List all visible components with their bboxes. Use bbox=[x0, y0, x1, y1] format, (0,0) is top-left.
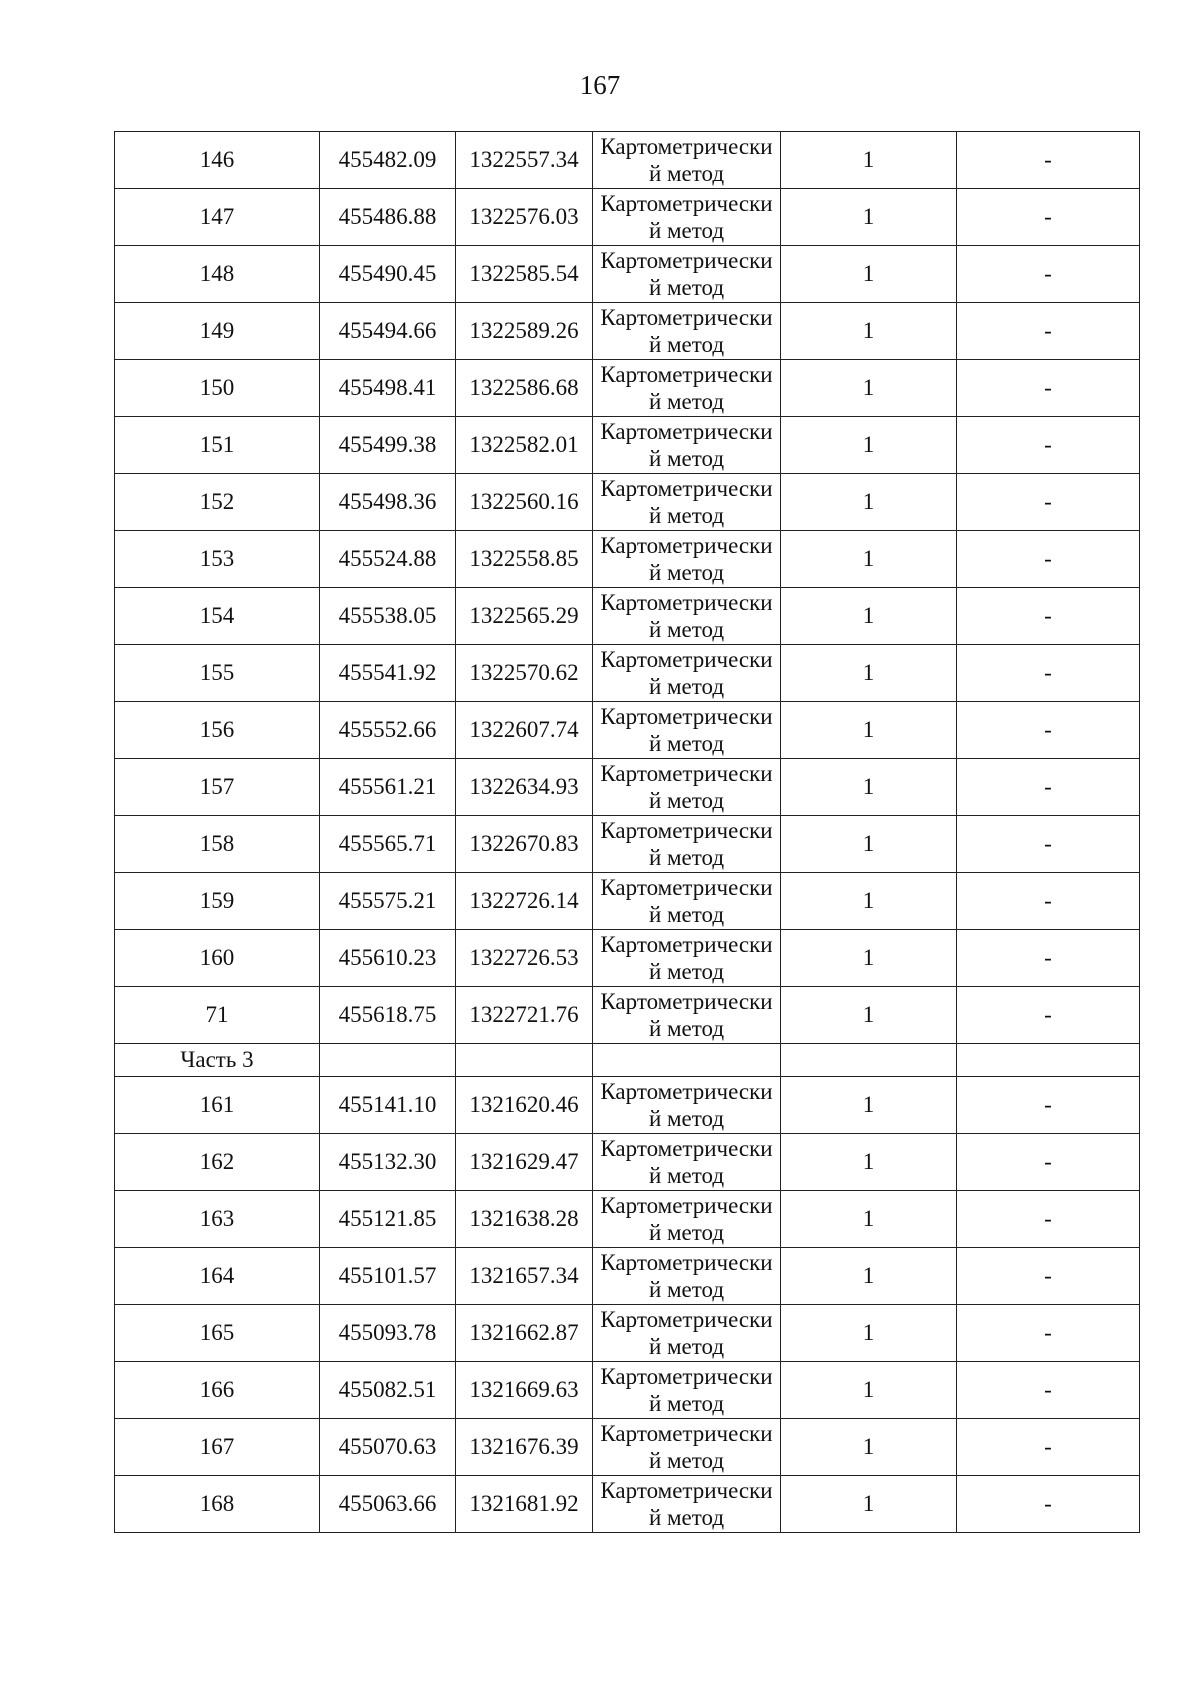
method-line-1: Картометрически bbox=[600, 761, 773, 786]
method-line-1: Картометрически bbox=[600, 818, 773, 843]
accuracy-cell: 1 bbox=[781, 1248, 957, 1305]
table-row bbox=[115, 873, 1140, 930]
method-line-1: Картометрически bbox=[600, 590, 773, 615]
point-number-cell: 158 bbox=[115, 816, 320, 873]
method-line-1: Картометрически bbox=[600, 419, 773, 444]
accuracy-cell: 1 bbox=[781, 303, 957, 360]
method-cell bbox=[593, 816, 781, 873]
x-coordinate-cell: 455541.92 bbox=[320, 645, 456, 702]
method-line-2: й метод bbox=[648, 560, 725, 585]
y-coordinate-cell: 1322557.34 bbox=[456, 132, 593, 189]
note-cell: - bbox=[957, 417, 1140, 474]
y-coordinate-cell: 1321681.92 bbox=[456, 1476, 593, 1533]
table-body-section bbox=[115, 1044, 1140, 1077]
x-coordinate-cell: 455561.21 bbox=[320, 759, 456, 816]
method-line-2: й метод bbox=[648, 1016, 725, 1041]
method-cell bbox=[593, 132, 781, 189]
method-line-1: Картометрически bbox=[600, 1193, 773, 1218]
accuracy-cell: 1 bbox=[781, 132, 957, 189]
y-coordinate-cell: 1321620.46 bbox=[456, 1077, 593, 1134]
table-row bbox=[115, 1191, 1140, 1248]
point-number-cell: 165 bbox=[115, 1305, 320, 1362]
accuracy-cell: 1 bbox=[781, 1134, 957, 1191]
x-coordinate-cell: 455575.21 bbox=[320, 873, 456, 930]
method-line-2: й метод bbox=[648, 275, 725, 300]
method-line-1: Картометрически bbox=[600, 191, 773, 216]
y-coordinate-cell: 1322576.03 bbox=[456, 189, 593, 246]
x-coordinate-cell: 455538.05 bbox=[320, 588, 456, 645]
method-line-1: Картометрически bbox=[600, 1421, 773, 1446]
method-cell bbox=[593, 873, 781, 930]
note-cell: - bbox=[957, 132, 1140, 189]
y-coordinate-cell: 1322721.76 bbox=[456, 987, 593, 1044]
note-cell: - bbox=[957, 873, 1140, 930]
note-cell: - bbox=[957, 303, 1140, 360]
method-line-1: Картометрически bbox=[600, 248, 773, 273]
x-coordinate-cell: 455132.30 bbox=[320, 1134, 456, 1191]
note-cell: - bbox=[957, 1362, 1140, 1419]
note-cell: - bbox=[957, 360, 1140, 417]
table-row bbox=[115, 417, 1140, 474]
x-coordinate-cell: 455486.88 bbox=[320, 189, 456, 246]
x-coordinate-cell: 455610.23 bbox=[320, 930, 456, 987]
method-line-2: й метод bbox=[648, 1106, 725, 1131]
method-line-1: Картометрически bbox=[600, 1250, 773, 1275]
method-line-1: Картометрически bbox=[600, 932, 773, 957]
table-row bbox=[115, 645, 1140, 702]
method-line-1: Картометрически bbox=[600, 875, 773, 900]
table-row bbox=[115, 987, 1140, 1044]
method-line-2: й метод bbox=[648, 731, 725, 756]
method-cell bbox=[593, 588, 781, 645]
method-line-1: Картометрически bbox=[600, 989, 773, 1014]
table-row bbox=[115, 1419, 1140, 1476]
method-cell bbox=[593, 531, 781, 588]
x-coordinate-cell: 455618.75 bbox=[320, 987, 456, 1044]
x-coordinate-cell: 455565.71 bbox=[320, 816, 456, 873]
table-row bbox=[115, 360, 1140, 417]
x-coordinate-cell: 455063.66 bbox=[320, 1476, 456, 1533]
method-line-1: Картометрически bbox=[600, 1478, 773, 1503]
empty-cell bbox=[957, 1044, 1140, 1077]
table-row bbox=[115, 1077, 1140, 1134]
accuracy-cell: 1 bbox=[781, 873, 957, 930]
y-coordinate-cell: 1322558.85 bbox=[456, 531, 593, 588]
method-cell bbox=[593, 1305, 781, 1362]
x-coordinate-cell: 455494.66 bbox=[320, 303, 456, 360]
method-line-2: й метод bbox=[648, 332, 725, 357]
note-cell: - bbox=[957, 531, 1140, 588]
note-cell: - bbox=[957, 1305, 1140, 1362]
table-row bbox=[115, 816, 1140, 873]
table-body-part-b bbox=[115, 1077, 1140, 1533]
point-number-cell: 149 bbox=[115, 303, 320, 360]
table-row bbox=[115, 303, 1140, 360]
point-number-cell: 155 bbox=[115, 645, 320, 702]
x-coordinate-cell: 455482.09 bbox=[320, 132, 456, 189]
y-coordinate-cell: 1322726.53 bbox=[456, 930, 593, 987]
y-coordinate-cell: 1321629.47 bbox=[456, 1134, 593, 1191]
y-coordinate-cell: 1322586.68 bbox=[456, 360, 593, 417]
point-number-cell: 148 bbox=[115, 246, 320, 303]
note-cell: - bbox=[957, 702, 1140, 759]
y-coordinate-cell: 1322582.01 bbox=[456, 417, 593, 474]
point-number-cell: 166 bbox=[115, 1362, 320, 1419]
accuracy-cell: 1 bbox=[781, 1419, 957, 1476]
method-line-2: й метод bbox=[648, 218, 725, 243]
table-row bbox=[115, 246, 1140, 303]
method-line-1: Картометрически bbox=[600, 1364, 773, 1389]
method-cell bbox=[593, 1077, 781, 1134]
point-number-cell: 152 bbox=[115, 474, 320, 531]
accuracy-cell: 1 bbox=[781, 987, 957, 1044]
accuracy-cell: 1 bbox=[781, 759, 957, 816]
method-cell bbox=[593, 1134, 781, 1191]
accuracy-cell: 1 bbox=[781, 360, 957, 417]
method-line-2: й метод bbox=[648, 788, 725, 813]
note-cell: - bbox=[957, 759, 1140, 816]
note-cell: - bbox=[957, 1077, 1140, 1134]
y-coordinate-cell: 1322565.29 bbox=[456, 588, 593, 645]
y-coordinate-cell: 1322670.83 bbox=[456, 816, 593, 873]
x-coordinate-cell: 455524.88 bbox=[320, 531, 456, 588]
method-cell bbox=[593, 417, 781, 474]
point-number-cell: 151 bbox=[115, 417, 320, 474]
method-line-2: й метод bbox=[648, 389, 725, 414]
point-number-cell: 157 bbox=[115, 759, 320, 816]
note-cell: - bbox=[957, 1134, 1140, 1191]
table-row bbox=[115, 1134, 1140, 1191]
method-line-1: Картометрически bbox=[600, 647, 773, 672]
accuracy-cell: 1 bbox=[781, 1191, 957, 1248]
point-number-cell: 159 bbox=[115, 873, 320, 930]
accuracy-cell: 1 bbox=[781, 816, 957, 873]
table-row bbox=[115, 474, 1140, 531]
y-coordinate-cell: 1322570.62 bbox=[456, 645, 593, 702]
accuracy-cell: 1 bbox=[781, 588, 957, 645]
x-coordinate-cell: 455490.45 bbox=[320, 246, 456, 303]
page-number: 167 bbox=[579, 70, 621, 100]
x-coordinate-cell: 455121.85 bbox=[320, 1191, 456, 1248]
point-number-cell: 153 bbox=[115, 531, 320, 588]
method-line-2: й метод bbox=[648, 1448, 725, 1473]
point-number-cell: 162 bbox=[115, 1134, 320, 1191]
accuracy-cell: 1 bbox=[781, 417, 957, 474]
method-cell bbox=[593, 759, 781, 816]
method-cell bbox=[593, 474, 781, 531]
note-cell: - bbox=[957, 246, 1140, 303]
note-cell: - bbox=[957, 1419, 1140, 1476]
table-row bbox=[115, 1248, 1140, 1305]
x-coordinate-cell: 455082.51 bbox=[320, 1362, 456, 1419]
accuracy-cell: 1 bbox=[781, 1476, 957, 1533]
point-number-cell: 146 bbox=[115, 132, 320, 189]
accuracy-cell: 1 bbox=[781, 1077, 957, 1134]
y-coordinate-cell: 1322726.14 bbox=[456, 873, 593, 930]
table-row bbox=[115, 132, 1140, 189]
method-line-1: Картометрически bbox=[600, 1136, 773, 1161]
empty-cell bbox=[456, 1044, 593, 1077]
point-number-cell: 167 bbox=[115, 1419, 320, 1476]
note-cell: - bbox=[957, 1248, 1140, 1305]
empty-cell bbox=[781, 1044, 957, 1077]
method-cell bbox=[593, 303, 781, 360]
method-line-2: й метод bbox=[648, 1505, 725, 1530]
accuracy-cell: 1 bbox=[781, 474, 957, 531]
method-line-2: й метод bbox=[648, 1277, 725, 1302]
method-line-1: Картометрически bbox=[600, 533, 773, 558]
method-line-2: й метод bbox=[648, 845, 725, 870]
y-coordinate-cell: 1322634.93 bbox=[456, 759, 593, 816]
method-cell bbox=[593, 246, 781, 303]
point-number-cell: 147 bbox=[115, 189, 320, 246]
accuracy-cell: 1 bbox=[781, 246, 957, 303]
method-line-2: й метод bbox=[648, 617, 725, 642]
coordinates-table bbox=[114, 131, 1140, 1533]
empty-cell bbox=[593, 1044, 781, 1077]
y-coordinate-cell: 1321638.28 bbox=[456, 1191, 593, 1248]
method-cell bbox=[593, 645, 781, 702]
method-cell bbox=[593, 987, 781, 1044]
method-line-1: Картометрически bbox=[600, 1079, 773, 1104]
method-cell bbox=[593, 702, 781, 759]
y-coordinate-cell: 1322607.74 bbox=[456, 702, 593, 759]
y-coordinate-cell: 1321662.87 bbox=[456, 1305, 593, 1362]
table-row bbox=[115, 1476, 1140, 1533]
point-number-cell: 160 bbox=[115, 930, 320, 987]
x-coordinate-cell: 455070.63 bbox=[320, 1419, 456, 1476]
method-line-1: Картометрически bbox=[600, 305, 773, 330]
method-line-2: й метод bbox=[648, 1163, 725, 1188]
method-cell bbox=[593, 1248, 781, 1305]
point-number-cell: 156 bbox=[115, 702, 320, 759]
accuracy-cell: 1 bbox=[781, 930, 957, 987]
y-coordinate-cell: 1322589.26 bbox=[456, 303, 593, 360]
accuracy-cell: 1 bbox=[781, 702, 957, 759]
y-coordinate-cell: 1322585.54 bbox=[456, 246, 593, 303]
table-row bbox=[115, 759, 1140, 816]
accuracy-cell: 1 bbox=[781, 531, 957, 588]
method-line-2: й метод bbox=[648, 1220, 725, 1245]
method-line-1: Картометрически bbox=[600, 134, 773, 159]
note-cell: - bbox=[957, 987, 1140, 1044]
accuracy-cell: 1 bbox=[781, 645, 957, 702]
point-number-cell: 163 bbox=[115, 1191, 320, 1248]
method-line-2: й метод bbox=[648, 1391, 725, 1416]
empty-cell bbox=[320, 1044, 456, 1077]
table-row bbox=[115, 588, 1140, 645]
point-number-cell: 150 bbox=[115, 360, 320, 417]
point-number-cell: 164 bbox=[115, 1248, 320, 1305]
y-coordinate-cell: 1321676.39 bbox=[456, 1419, 593, 1476]
y-coordinate-cell: 1322560.16 bbox=[456, 474, 593, 531]
x-coordinate-cell: 455498.36 bbox=[320, 474, 456, 531]
table-row bbox=[115, 702, 1140, 759]
accuracy-cell: 1 bbox=[781, 1305, 957, 1362]
x-coordinate-cell: 455141.10 bbox=[320, 1077, 456, 1134]
method-line-1: Картометрически bbox=[600, 1307, 773, 1332]
section-label: Часть 3 bbox=[115, 1044, 320, 1077]
method-line-2: й метод bbox=[648, 446, 725, 471]
table-row bbox=[115, 930, 1140, 987]
method-cell bbox=[593, 1362, 781, 1419]
note-cell: - bbox=[957, 645, 1140, 702]
method-line-1: Картометрически bbox=[600, 362, 773, 387]
y-coordinate-cell: 1321669.63 bbox=[456, 1362, 593, 1419]
x-coordinate-cell: 455101.57 bbox=[320, 1248, 456, 1305]
point-number-cell: 71 bbox=[115, 987, 320, 1044]
table-row bbox=[115, 531, 1140, 588]
note-cell: - bbox=[957, 474, 1140, 531]
note-cell: - bbox=[957, 1476, 1140, 1533]
note-cell: - bbox=[957, 588, 1140, 645]
method-line-2: й метод bbox=[648, 902, 725, 927]
table-body-part-a bbox=[115, 132, 1140, 1044]
table-row bbox=[115, 189, 1140, 246]
method-cell bbox=[593, 930, 781, 987]
point-number-cell: 161 bbox=[115, 1077, 320, 1134]
method-cell bbox=[593, 1191, 781, 1248]
note-cell: - bbox=[957, 930, 1140, 987]
method-line-2: й метод bbox=[648, 161, 725, 186]
method-cell bbox=[593, 360, 781, 417]
x-coordinate-cell: 455499.38 bbox=[320, 417, 456, 474]
note-cell: - bbox=[957, 189, 1140, 246]
method-line-1: Картометрически bbox=[600, 704, 773, 729]
table-row bbox=[115, 1305, 1140, 1362]
x-coordinate-cell: 455093.78 bbox=[320, 1305, 456, 1362]
point-number-cell: 168 bbox=[115, 1476, 320, 1533]
method-cell bbox=[593, 1476, 781, 1533]
x-coordinate-cell: 455552.66 bbox=[320, 702, 456, 759]
method-line-1: Картометрически bbox=[600, 476, 773, 501]
y-coordinate-cell: 1321657.34 bbox=[456, 1248, 593, 1305]
method-line-2: й метод bbox=[648, 1334, 725, 1359]
method-line-2: й метод bbox=[648, 674, 725, 699]
method-line-2: й метод bbox=[648, 959, 725, 984]
table-row bbox=[115, 1362, 1140, 1419]
accuracy-cell: 1 bbox=[781, 1362, 957, 1419]
method-line-2: й метод bbox=[648, 503, 725, 528]
note-cell: - bbox=[957, 816, 1140, 873]
x-coordinate-cell: 455498.41 bbox=[320, 360, 456, 417]
section-row bbox=[115, 1044, 1140, 1077]
note-cell: - bbox=[957, 1191, 1140, 1248]
method-cell bbox=[593, 189, 781, 246]
method-cell bbox=[593, 1419, 781, 1476]
point-number-cell: 154 bbox=[115, 588, 320, 645]
accuracy-cell: 1 bbox=[781, 189, 957, 246]
